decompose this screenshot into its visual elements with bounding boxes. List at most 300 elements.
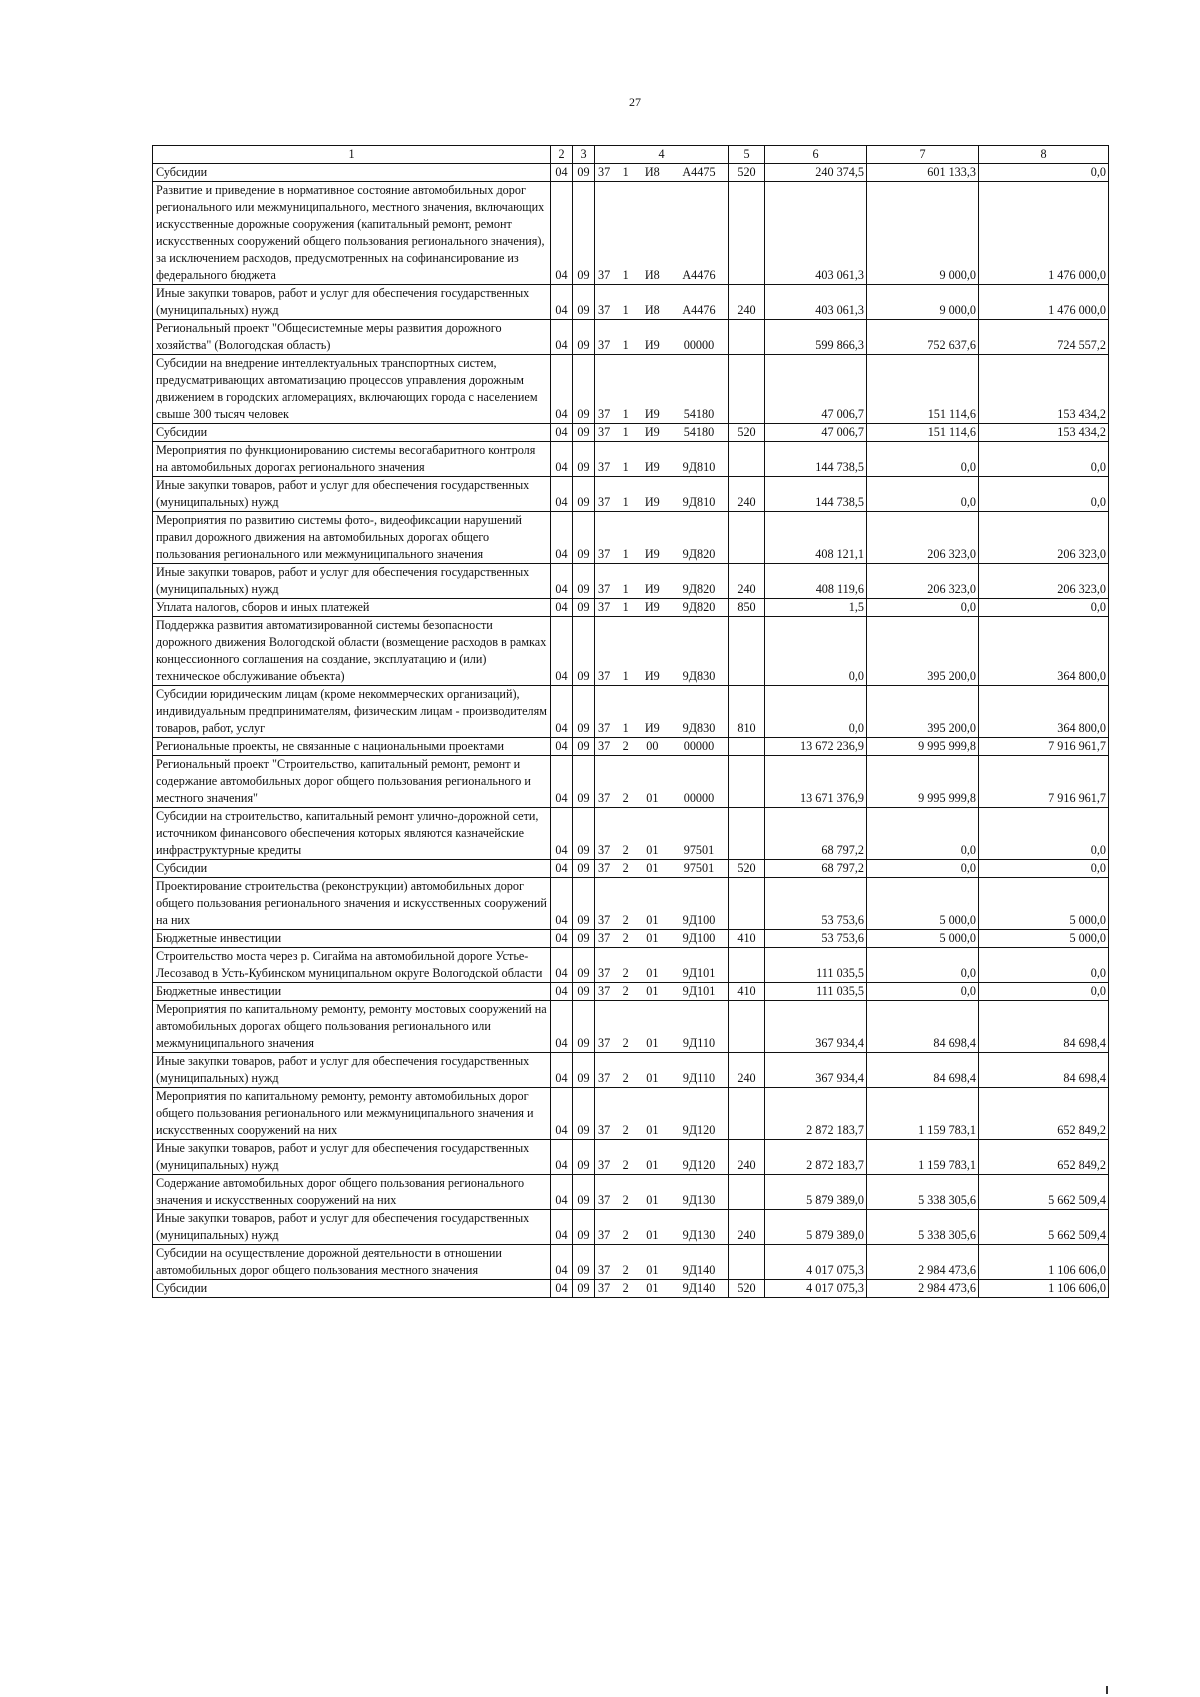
- table-row: [153, 1001, 1109, 1053]
- target-article-code: [595, 930, 729, 948]
- code-part: 01: [646, 843, 659, 857]
- code-part: 1: [622, 721, 629, 735]
- subsection-code: 09: [573, 424, 595, 442]
- code-part: 00000: [683, 739, 715, 753]
- row-name: Субсидии: [153, 860, 551, 878]
- code-part: 37: [598, 931, 611, 945]
- code-part: 9Д830: [682, 669, 716, 683]
- section-code: 04: [551, 320, 573, 355]
- code-part: 9Д820: [682, 600, 716, 614]
- amount-col-6: 0,0: [765, 617, 867, 686]
- amount-col-7: 5 000,0: [867, 930, 979, 948]
- code-part: 9Д110: [682, 1071, 716, 1085]
- amount-col-8: 153 434,2: [979, 424, 1109, 442]
- target-article-code: [595, 1088, 729, 1140]
- subsection-code: 09: [573, 1210, 595, 1245]
- code-part: 2: [622, 1281, 629, 1295]
- amount-col-8: 5 000,0: [979, 878, 1109, 930]
- expense-type-code: 520: [729, 1280, 765, 1298]
- section-code: 04: [551, 1245, 573, 1280]
- target-article-code: [595, 1245, 729, 1280]
- code-part: 97501: [683, 861, 715, 875]
- amount-col-8: 206 323,0: [979, 512, 1109, 564]
- amount-col-6: 4 017 075,3: [765, 1245, 867, 1280]
- amount-col-8: 1 476 000,0: [979, 182, 1109, 285]
- row-name: Мероприятия по функционированию системы весогабаритного контроля на автомобильных дорогах регионального значения: [153, 442, 551, 477]
- amount-col-7: 0,0: [867, 477, 979, 512]
- code-part: 37: [598, 721, 611, 735]
- expense-type-code: 810: [729, 686, 765, 738]
- code-part: 01: [646, 861, 659, 875]
- subsection-code: 09: [573, 564, 595, 599]
- amount-col-6: 5 879 389,0: [765, 1210, 867, 1245]
- code-part: 37: [598, 861, 611, 875]
- target-article-code: [595, 1210, 729, 1245]
- subsection-code: 09: [573, 442, 595, 477]
- code-part: 37: [598, 843, 611, 857]
- code-part: 37: [598, 1193, 611, 1207]
- subsection-code: 09: [573, 808, 595, 860]
- row-name: Региональные проекты, не связанные с национальными проектами: [153, 738, 551, 756]
- subsection-code: 09: [573, 878, 595, 930]
- target-article-code: [595, 1053, 729, 1088]
- subsection-code: 09: [573, 617, 595, 686]
- code-part: И9: [644, 425, 660, 439]
- table-row: [153, 948, 1109, 983]
- amount-col-8: 0,0: [979, 860, 1109, 878]
- code-part: 1: [622, 547, 629, 561]
- section-code: 04: [551, 424, 573, 442]
- row-name: Субсидии: [153, 424, 551, 442]
- amount-col-6: 47 006,7: [765, 424, 867, 442]
- section-code: 04: [551, 878, 573, 930]
- amount-col-6: 53 753,6: [765, 878, 867, 930]
- expense-type-code: [729, 442, 765, 477]
- amount-col-6: 0,0: [765, 686, 867, 738]
- code-part: 1: [622, 582, 629, 596]
- amount-col-7: 9 995 999,8: [867, 738, 979, 756]
- table-row: [153, 424, 1109, 442]
- expense-type-code: 240: [729, 1210, 765, 1245]
- amount-col-6: 2 872 183,7: [765, 1140, 867, 1175]
- row-name: Субсидии на осуществление дорожной деятельности в отношении автомобильных дорог общего пользования местного значения: [153, 1245, 551, 1280]
- subsection-code: 09: [573, 355, 595, 424]
- code-part: И9: [644, 407, 660, 421]
- target-article-code: [595, 442, 729, 477]
- section-code: 04: [551, 1140, 573, 1175]
- code-part: А4476: [682, 303, 716, 317]
- target-article-code: [595, 1001, 729, 1053]
- code-part: 2: [622, 1123, 629, 1137]
- expense-type-code: 520: [729, 424, 765, 442]
- amount-col-7: 0,0: [867, 599, 979, 617]
- amount-col-7: 0,0: [867, 983, 979, 1001]
- amount-col-8: 1 476 000,0: [979, 285, 1109, 320]
- code-part: И9: [644, 600, 660, 614]
- target-article-code: [595, 1175, 729, 1210]
- target-article-code: [595, 983, 729, 1001]
- target-article-code: [595, 477, 729, 512]
- code-part: 37: [598, 547, 611, 561]
- section-code: 04: [551, 860, 573, 878]
- table-row: [153, 860, 1109, 878]
- expense-type-code: 520: [729, 164, 765, 182]
- table-row: [153, 1245, 1109, 1280]
- table-row: [153, 1280, 1109, 1298]
- code-part: 37: [598, 1228, 611, 1242]
- code-part: 37: [598, 165, 611, 179]
- subsection-code: 09: [573, 1140, 595, 1175]
- expense-type-code: [729, 1088, 765, 1140]
- code-part: 37: [598, 1071, 611, 1085]
- target-article-code: [595, 1280, 729, 1298]
- subsection-code: 09: [573, 860, 595, 878]
- amount-col-8: 652 849,2: [979, 1140, 1109, 1175]
- code-part: 01: [646, 791, 659, 805]
- amount-col-6: 111 035,5: [765, 983, 867, 1001]
- row-name: Региональный проект "Общесистемные меры развития дорожного хозяйства" (Вологодская область): [153, 320, 551, 355]
- expense-type-code: [729, 948, 765, 983]
- subsection-code: 09: [573, 320, 595, 355]
- subsection-code: 09: [573, 686, 595, 738]
- code-part: 00000: [683, 791, 715, 805]
- expense-type-code: 850: [729, 599, 765, 617]
- table-row: [153, 808, 1109, 860]
- expense-type-code: [729, 1175, 765, 1210]
- target-article-code: [595, 164, 729, 182]
- subsection-code: 09: [573, 1088, 595, 1140]
- amount-col-6: 68 797,2: [765, 808, 867, 860]
- table-row: [153, 1088, 1109, 1140]
- code-part: 1: [622, 407, 629, 421]
- code-part: 00: [646, 739, 659, 753]
- table-row: [153, 442, 1109, 477]
- code-part: 9Д820: [682, 547, 716, 561]
- expense-type-code: [729, 182, 765, 285]
- table-row: [153, 756, 1109, 808]
- code-part: И8: [644, 303, 660, 317]
- code-part: 37: [598, 495, 611, 509]
- amount-col-8: 153 434,2: [979, 355, 1109, 424]
- subsection-code: 09: [573, 1053, 595, 1088]
- row-name: Поддержка развития автоматизированной системы безопасности дорожного движения Вологодской области (возмещение расходов в рамках концессионного соглашения на создание, эксплуатацию и (или) техническое обслуживание объекта): [153, 617, 551, 686]
- section-code: 04: [551, 1088, 573, 1140]
- expense-type-code: [729, 320, 765, 355]
- amount-col-8: 0,0: [979, 983, 1109, 1001]
- expense-type-code: 410: [729, 983, 765, 1001]
- amount-col-6: 144 738,5: [765, 477, 867, 512]
- target-article-code: [595, 512, 729, 564]
- expense-type-code: [729, 756, 765, 808]
- section-code: 04: [551, 1175, 573, 1210]
- amount-col-7: 0,0: [867, 860, 979, 878]
- section-code: 04: [551, 599, 573, 617]
- target-article-code: [595, 738, 729, 756]
- amount-col-7: 84 698,4: [867, 1001, 979, 1053]
- section-code: 04: [551, 442, 573, 477]
- row-name: Мероприятия по капитальному ремонту, ремонту автомобильных дорог общего пользования регионального или межмуниципального значения и искусственных сооружений на них: [153, 1088, 551, 1140]
- code-part: А4476: [682, 268, 716, 282]
- code-part: 54180: [683, 407, 715, 421]
- amount-col-6: 13 672 236,9: [765, 738, 867, 756]
- header-cell: 2: [551, 146, 573, 164]
- row-name: Бюджетные инвестиции: [153, 983, 551, 1001]
- row-name: Иные закупки товаров, работ и услуг для обеспечения государственных (муниципальных) нужд: [153, 285, 551, 320]
- section-code: 04: [551, 1280, 573, 1298]
- amount-col-6: 4 017 075,3: [765, 1280, 867, 1298]
- amount-col-7: 395 200,0: [867, 686, 979, 738]
- table-row: [153, 599, 1109, 617]
- code-part: 37: [598, 1263, 611, 1277]
- section-code: 04: [551, 686, 573, 738]
- code-part: А4475: [682, 165, 716, 179]
- subsection-code: 09: [573, 948, 595, 983]
- amount-col-7: 5 338 305,6: [867, 1210, 979, 1245]
- code-part: 1: [622, 268, 629, 282]
- subsection-code: 09: [573, 164, 595, 182]
- code-part: 54180: [683, 425, 715, 439]
- code-part: 1: [622, 495, 629, 509]
- subsection-code: 09: [573, 983, 595, 1001]
- page-number: 27: [629, 95, 641, 109]
- code-part: 37: [598, 1123, 611, 1137]
- table-row: [153, 738, 1109, 756]
- row-name: Бюджетные инвестиции: [153, 930, 551, 948]
- amount-col-8: 0,0: [979, 442, 1109, 477]
- code-part: 9Д110: [682, 1036, 716, 1050]
- subsection-code: 09: [573, 477, 595, 512]
- code-part: 01: [646, 966, 659, 980]
- amount-col-6: 13 671 376,9: [765, 756, 867, 808]
- subsection-code: 09: [573, 756, 595, 808]
- code-part: 37: [598, 1281, 611, 1295]
- code-part: 37: [598, 582, 611, 596]
- amount-col-6: 408 121,1: [765, 512, 867, 564]
- subsection-code: 09: [573, 738, 595, 756]
- code-part: 9Д120: [682, 1158, 716, 1172]
- amount-col-6: 47 006,7: [765, 355, 867, 424]
- table-row: [153, 1140, 1109, 1175]
- expense-type-code: [729, 512, 765, 564]
- code-part: 9Д101: [682, 966, 716, 980]
- code-part: 2: [622, 1263, 629, 1277]
- code-part: 37: [598, 303, 611, 317]
- table-row: [153, 1175, 1109, 1210]
- amount-col-8: 0,0: [979, 599, 1109, 617]
- section-code: 04: [551, 738, 573, 756]
- expense-type-code: 240: [729, 1140, 765, 1175]
- target-article-code: [595, 320, 729, 355]
- target-article-code: [595, 182, 729, 285]
- code-part: 37: [598, 966, 611, 980]
- table-row: [153, 1053, 1109, 1088]
- expense-type-code: [729, 617, 765, 686]
- subsection-code: 09: [573, 599, 595, 617]
- budget-table: [152, 145, 1109, 1298]
- target-article-code: [595, 808, 729, 860]
- subsection-code: 09: [573, 182, 595, 285]
- code-part: 2: [622, 791, 629, 805]
- section-code: 04: [551, 477, 573, 512]
- target-article-code: [595, 1140, 729, 1175]
- section-code: 04: [551, 285, 573, 320]
- table-row: [153, 617, 1109, 686]
- code-part: И9: [644, 460, 660, 474]
- amount-col-7: 9 000,0: [867, 182, 979, 285]
- amount-col-8: 84 698,4: [979, 1001, 1109, 1053]
- amount-col-7: 1 159 783,1: [867, 1088, 979, 1140]
- target-article-code: [595, 860, 729, 878]
- code-part: 37: [598, 460, 611, 474]
- table-row: [153, 182, 1109, 285]
- code-part: 01: [646, 984, 659, 998]
- target-article-code: [595, 686, 729, 738]
- amount-col-7: 601 133,3: [867, 164, 979, 182]
- amount-col-8: 206 323,0: [979, 564, 1109, 599]
- section-code: 04: [551, 617, 573, 686]
- amount-col-6: 111 035,5: [765, 948, 867, 983]
- amount-col-8: 0,0: [979, 477, 1109, 512]
- code-part: 01: [646, 1158, 659, 1172]
- code-part: 9Д100: [682, 913, 716, 927]
- section-code: 04: [551, 512, 573, 564]
- code-part: 2: [622, 913, 629, 927]
- header-cell: 1: [153, 146, 551, 164]
- code-part: 37: [598, 669, 611, 683]
- code-part: 2: [622, 843, 629, 857]
- expense-type-code: [729, 355, 765, 424]
- subsection-code: 09: [573, 1175, 595, 1210]
- row-name: Развитие и приведение в нормативное состояние автомобильных дорог регионального или межмуниципального, местного значения, включающих искусственные дорожные сооружения (капитальный ремонт, ремонт искусственных сооружений общего пользования регионального значения), за исключением расходов, предусмотренных на софинансирование из федерального бюджета: [153, 182, 551, 285]
- section-code: 04: [551, 1053, 573, 1088]
- amount-col-7: 5 000,0: [867, 878, 979, 930]
- table-row: [153, 477, 1109, 512]
- code-part: 1: [622, 669, 629, 683]
- code-part: 9Д820: [682, 582, 716, 596]
- code-part: 2: [622, 1071, 629, 1085]
- code-part: 9Д140: [682, 1263, 716, 1277]
- expense-type-code: 520: [729, 860, 765, 878]
- expense-type-code: 240: [729, 1053, 765, 1088]
- subsection-code: 09: [573, 1245, 595, 1280]
- amount-col-6: 403 061,3: [765, 285, 867, 320]
- amount-col-7: 151 114,6: [867, 355, 979, 424]
- amount-col-7: 206 323,0: [867, 512, 979, 564]
- code-part: И9: [644, 338, 660, 352]
- amount-col-8: 364 800,0: [979, 617, 1109, 686]
- code-part: 1: [622, 460, 629, 474]
- code-part: И9: [644, 495, 660, 509]
- amount-col-6: 53 753,6: [765, 930, 867, 948]
- row-name: Строительство моста через р. Сигайма на автомобильной дороге Устье-Лесозавод в Усть-Кубинском муниципальном округе Вологодской области: [153, 948, 551, 983]
- target-article-code: [595, 599, 729, 617]
- code-part: 01: [646, 1193, 659, 1207]
- row-name: Субсидии на внедрение интеллектуальных транспортных систем, предусматривающих автоматизацию процессов управления дорожным движением в городских агломерациях, включающих города с населением свыше 300 тысяч человек: [153, 355, 551, 424]
- subsection-code: 09: [573, 285, 595, 320]
- code-part: 01: [646, 1123, 659, 1137]
- code-part: 9Д810: [682, 460, 716, 474]
- code-part: 37: [598, 1158, 611, 1172]
- row-name: Мероприятия по капитальному ремонту, ремонту мостовых сооружений на автомобильных дорогах общего пользования регионального или межмуниципального значения: [153, 1001, 551, 1053]
- target-article-code: [595, 424, 729, 442]
- code-part: 1: [622, 425, 629, 439]
- expense-type-code: 240: [729, 564, 765, 599]
- amount-col-7: 151 114,6: [867, 424, 979, 442]
- subsection-code: 09: [573, 930, 595, 948]
- target-article-code: [595, 355, 729, 424]
- subsection-code: 09: [573, 1280, 595, 1298]
- code-part: 37: [598, 913, 611, 927]
- subsection-code: 09: [573, 512, 595, 564]
- amount-col-6: 367 934,4: [765, 1001, 867, 1053]
- amount-col-8: 1 106 606,0: [979, 1245, 1109, 1280]
- expense-type-code: [729, 878, 765, 930]
- expense-type-code: 240: [729, 285, 765, 320]
- amount-col-8: 0,0: [979, 808, 1109, 860]
- amount-col-8: 5 662 509,4: [979, 1175, 1109, 1210]
- row-name: Иные закупки товаров, работ и услуг для обеспечения государственных (муниципальных) нужд: [153, 1053, 551, 1088]
- section-code: 04: [551, 756, 573, 808]
- code-part: 2: [622, 1193, 629, 1207]
- code-part: 37: [598, 984, 611, 998]
- amount-col-8: 364 800,0: [979, 686, 1109, 738]
- code-part: 97501: [683, 843, 715, 857]
- code-part: 9Д140: [682, 1281, 716, 1295]
- section-code: 04: [551, 564, 573, 599]
- amount-col-6: 68 797,2: [765, 860, 867, 878]
- header-cell: 3: [573, 146, 595, 164]
- amount-col-6: 144 738,5: [765, 442, 867, 477]
- code-part: 2: [622, 1036, 629, 1050]
- row-name: Субсидии: [153, 1280, 551, 1298]
- code-part: 00000: [683, 338, 715, 352]
- code-part: И9: [644, 547, 660, 561]
- section-code: 04: [551, 930, 573, 948]
- table-row: [153, 1210, 1109, 1245]
- code-part: 37: [598, 791, 611, 805]
- code-part: 9Д101: [682, 984, 716, 998]
- section-code: 04: [551, 983, 573, 1001]
- row-name: Содержание автомобильных дорог общего пользования регионального значения и искусственных сооружений на них: [153, 1175, 551, 1210]
- target-article-code: [595, 617, 729, 686]
- amount-col-8: 5 662 509,4: [979, 1210, 1109, 1245]
- code-part: 01: [646, 1036, 659, 1050]
- code-part: 01: [646, 1263, 659, 1277]
- row-name: Иные закупки товаров, работ и услуг для обеспечения государственных (муниципальных) нужд: [153, 1140, 551, 1175]
- amount-col-6: 408 119,6: [765, 564, 867, 599]
- code-part: 2: [622, 931, 629, 945]
- table-row: [153, 930, 1109, 948]
- section-code: 04: [551, 1210, 573, 1245]
- target-article-code: [595, 564, 729, 599]
- expense-type-code: [729, 738, 765, 756]
- amount-col-8: 0,0: [979, 164, 1109, 182]
- target-article-code: [595, 948, 729, 983]
- expense-type-code: [729, 1001, 765, 1053]
- amount-col-6: 367 934,4: [765, 1053, 867, 1088]
- amount-col-7: 752 637,6: [867, 320, 979, 355]
- amount-col-7: 0,0: [867, 442, 979, 477]
- code-part: 37: [598, 600, 611, 614]
- row-name: Субсидии юридическим лицам (кроме некоммерческих организаций), индивидуальным предпринимателям, физическим лицам - производителям товаров, работ, услуг: [153, 686, 551, 738]
- amount-col-6: 240 374,5: [765, 164, 867, 182]
- amount-col-7: 1 159 783,1: [867, 1140, 979, 1175]
- amount-col-7: 206 323,0: [867, 564, 979, 599]
- table-row: [153, 878, 1109, 930]
- amount-col-6: 599 866,3: [765, 320, 867, 355]
- row-name: Иные закупки товаров, работ и услуг для обеспечения государственных (муниципальных) нужд: [153, 564, 551, 599]
- code-part: 01: [646, 1071, 659, 1085]
